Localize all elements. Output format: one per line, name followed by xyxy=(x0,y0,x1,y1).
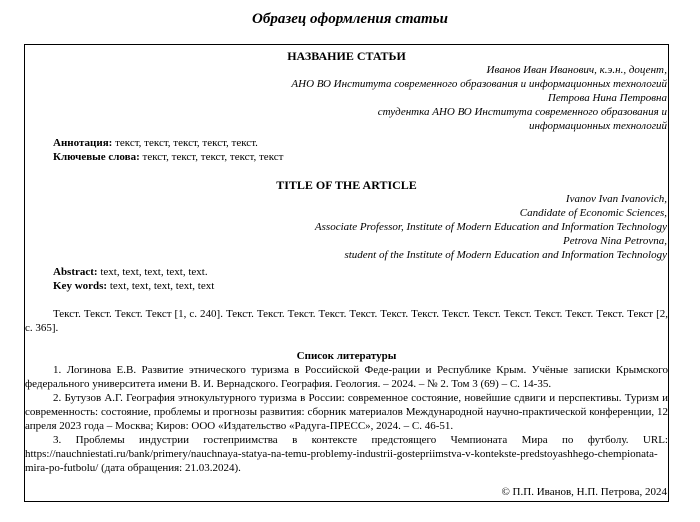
author-line: Ivanov Ivan Ivanovich, xyxy=(565,193,667,205)
author-line: Петрова Нина Петровна xyxy=(547,92,667,104)
keywords-text: text, text, text, text, text xyxy=(107,280,215,292)
keywords-en xyxy=(25,279,668,293)
abstract-label: Аннотация: xyxy=(53,137,113,149)
reference-item: 2. Бутузов А.Г. География этнокультурного туризма в России: современное состояние, новейшие сдвиги и перспективы. Туризм и современность: состояние, проблемы и прогнозы развития: сборник материалов Международной научно-практической конференции, 12 апреля 2023 года – Москва; Киров: ООО «Издательство «Радуга-ПРЕСС», 2024. – С. 46-51. xyxy=(25,392,668,432)
reference-item: 3. Проблемы индустрии гостеприимства в контексте предстоящего Чемпионата Мира по футболу. URL: https://nauchniestati.ru/bank/primery/nauchnaya-statya-na-temu-problemy-industrii-gostepriimstva-v-kontekste-predstoyashhego-chempionata-mira-po-futbolu/ (дата обращения: 21.03.2024). xyxy=(25,434,668,474)
keywords-text: текст, текст, текст, текст, текст xyxy=(139,151,284,163)
author-line: Associate Professor, Institute of Modern Education and Information Technology xyxy=(314,221,667,233)
author-line: студентка АНО ВО Института современного образования и xyxy=(377,106,667,118)
article-sample-frame xyxy=(24,44,669,502)
authors-en xyxy=(25,192,668,262)
page-heading: Образец оформления статьи xyxy=(252,11,448,27)
author-line: информационных технологий xyxy=(528,120,667,132)
body-text: Текст. Текст. Текст. Текст [1, с. 240]. Текст. Текст. Текст. Текст. Текст. Текст. Текст. Текст. Текст. Текст. Текст. Текст. Текст. Текст [2, с. 365]. xyxy=(25,308,668,334)
authors-ru xyxy=(25,63,668,133)
author-line: student of the Institute of Modern Education and Information Technology xyxy=(344,249,667,261)
abstract-ru xyxy=(25,136,668,150)
keywords-ru xyxy=(25,150,668,164)
references-title: Список литературы xyxy=(296,350,397,362)
copyright: © П.П. Иванов, Н.П. Петрова, 2024 xyxy=(501,486,667,498)
abstract-text: текст, текст, текст, текст, текст. xyxy=(112,137,258,149)
abstract-en xyxy=(25,265,668,279)
abstract-text: text, text, text, text, text. xyxy=(97,266,208,278)
abstract-label: Abstract: xyxy=(53,266,98,278)
author-line: Petrova Nina Petrovna, xyxy=(563,235,667,247)
article-title-ru: НАЗВАНИЕ СТАТЬИ xyxy=(287,49,406,63)
keywords-label: Key words: xyxy=(53,280,108,292)
author-line: Иванов Иван Иванович, к.э.н., доцент, xyxy=(486,64,667,76)
reference-item: 1. Логинова Е.В. Развитие этнического туризма в Российской Феде-рации и Республике Крым. Учёные записки Крымского федерального университета имени В. И. Вернадского. География. Геология. – 2024. – № 2. Том 3 (69) – С. 14-35. xyxy=(25,364,668,390)
author-line: Candidate of Economic Sciences, xyxy=(519,207,667,219)
keywords-label: Ключевые слова: xyxy=(53,151,140,163)
article-content xyxy=(25,45,668,475)
article-title-en: TITLE OF THE ARTICLE xyxy=(276,178,417,192)
author-line: АНО ВО Института современного образования и информационных технологий xyxy=(291,78,667,90)
